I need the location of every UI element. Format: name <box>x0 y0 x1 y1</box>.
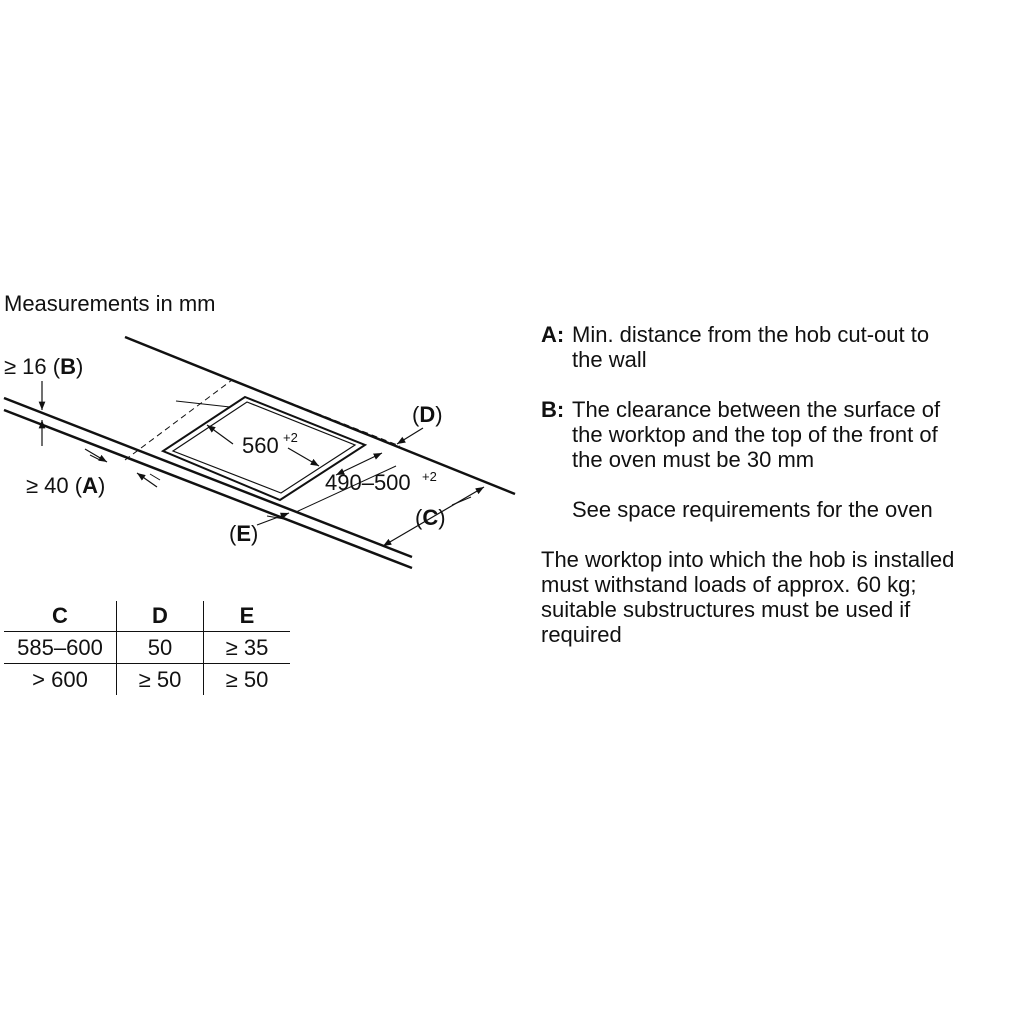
table-cell: ≥ 35 <box>204 632 291 664</box>
label-b: ≥ 16 (B) <box>4 354 84 379</box>
label-width-tolerance: +2 <box>283 430 298 445</box>
table-row <box>4 632 290 664</box>
note-key: A: <box>541 322 565 347</box>
note-a <box>541 322 1021 372</box>
table-header-c: C <box>4 601 117 632</box>
label-a: ≥ 40 (A) <box>26 473 106 498</box>
note-b <box>541 397 1021 472</box>
arrow-a-right <box>137 473 157 487</box>
note-worktop-load: The worktop into which the hob is installed must withstand loads of approx. 60 kg; suitable substructures must be used if required <box>541 547 955 647</box>
table-header-row <box>4 601 290 632</box>
note-key: B: <box>541 397 565 422</box>
arrow-d <box>397 428 423 444</box>
label-width-560: 560 <box>242 433 279 458</box>
table-row <box>4 664 290 696</box>
arrow-width-left <box>207 425 233 444</box>
note-text: Min. distance from the hob cut-out to the wall <box>572 322 930 372</box>
clearance-table <box>4 601 290 695</box>
table-cell: ≥ 50 <box>204 664 291 696</box>
table-header-e: E <box>204 601 291 632</box>
label-e: (E) <box>229 521 259 546</box>
table-cell: > 600 <box>32 666 88 692</box>
note-oven-space: See space requirements for the oven <box>572 497 933 522</box>
note-text: The clearance between the surface of the worktop and the top of the front of the oven must be 30 mm <box>572 397 941 472</box>
worktop-rear-edge <box>125 337 515 494</box>
table-cell: 50 <box>117 632 204 664</box>
label-depth-490-500: 490–500 <box>325 470 411 495</box>
table-cell: 585–600 <box>4 632 117 664</box>
label-d: (D) <box>412 402 443 427</box>
label-c: (C) <box>415 505 446 530</box>
table-cell: ≥ 50 <box>117 664 204 696</box>
label-depth-tolerance: +2 <box>422 469 437 484</box>
arrow-width-right <box>288 448 319 466</box>
measurements-heading: Measurements in mm <box>4 291 216 316</box>
table-header-d: D <box>117 601 204 632</box>
notes-panel <box>541 322 1021 672</box>
arrow-a-left <box>85 449 107 462</box>
